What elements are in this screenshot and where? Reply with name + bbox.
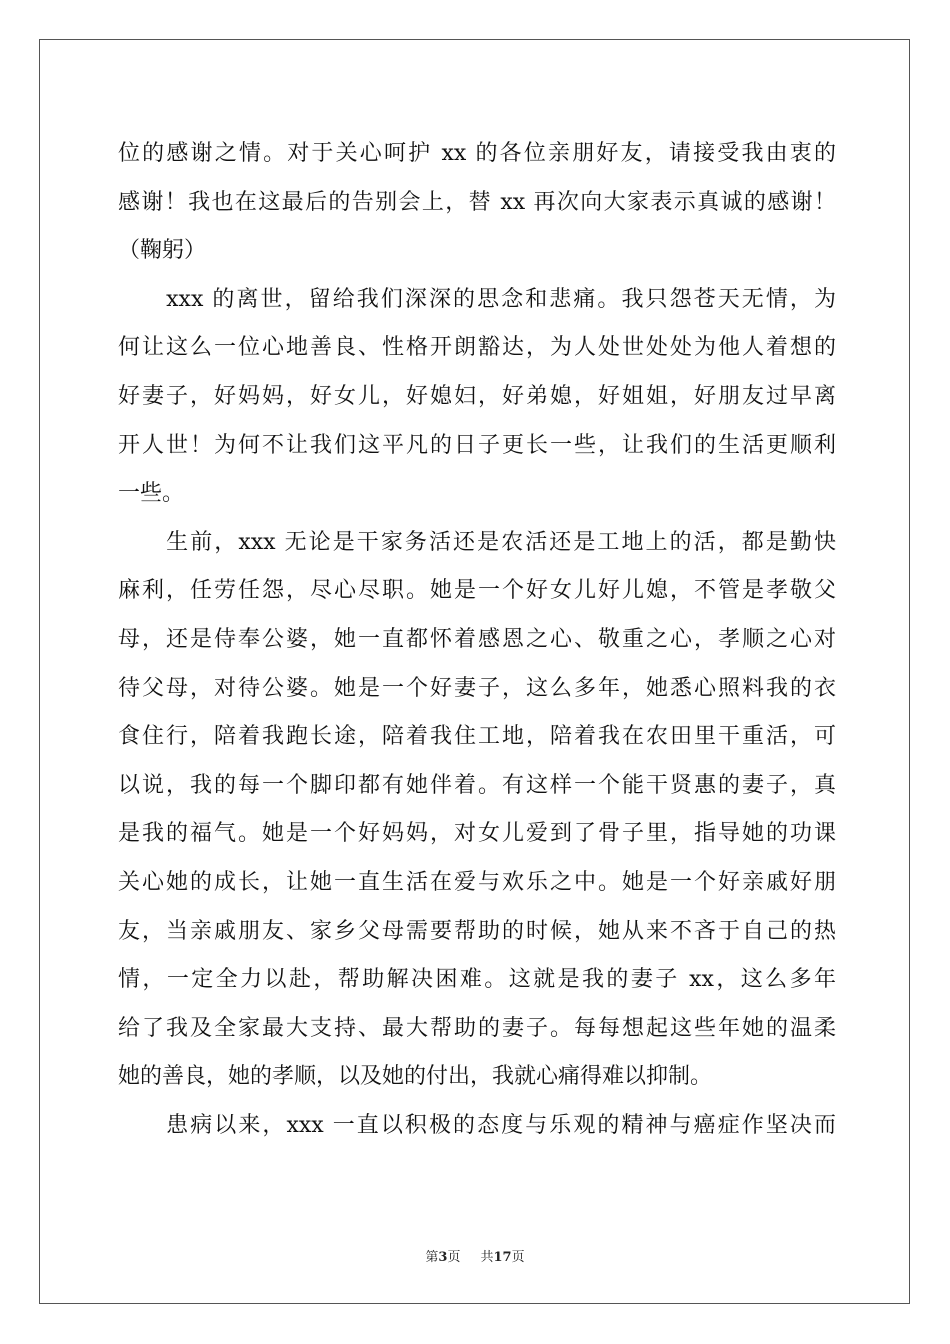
text-line: 待父母，对待公婆。她是一个好妻子，这么多年，她悉心照料我的衣 [118,675,836,701]
text-line: 给了我及全家最大支持、最大帮助的妻子。每每想起这些年她的温柔 [118,1015,836,1041]
text-line: 是我的福气。她是一个好妈妈，对女儿爱到了骨子里，指导她的功课 [118,821,836,847]
text-line: 生前，xxx 无论是干家务活还是农活还是工地上的活，都是勤快 [118,529,836,555]
text-line: 食住行，陪着我跑长途，陪着我住工地，陪着我在农田里干重活，可 [118,724,836,750]
text-line: 好妻子，好妈妈，好女儿，好媳妇，好弟媳，好姐姐，好朋友过早离 [118,383,836,409]
text-line: 她的善良，她的孝顺，以及她的付出，我就心痛得难以抑制。 [118,1064,713,1090]
text-line: 麻利，任劳任怨，尽心尽职。她是一个好女儿好儿媳，不管是孝敬父 [118,578,836,604]
text-line: 开人世！为何不让我们这平凡的日子更长一些，让我们的生活更顺利 [118,432,836,458]
page-prefix: 第 [425,1250,439,1265]
total-prefix: 共 [480,1250,494,1265]
text-line: （鞠躬） [118,238,207,264]
text-line: 友，当亲戚朋友、家乡父母需要帮助的时候，她从来不吝于自己的热 [118,918,836,944]
text-line: 感谢！我也在这最后的告别会上，替 xx 再次向大家表示真诚的感谢！ [118,189,836,215]
text-line: 患病以来，xxx 一直以积极的态度与乐观的精神与癌症作坚决而 [118,1112,836,1138]
page-number: 3 [438,1250,448,1265]
text-line: 一些。 [118,481,185,507]
text-line: 何让这么一位心地善良、性格开朗豁达，为人处世处处为他人着想的 [118,335,836,361]
total-suffix: 页 [511,1250,525,1265]
body-text [118,130,836,1150]
text-line: 情，一定全力以赴，帮助解决困难。这就是我的妻子 xx，这么多年 [118,967,836,993]
text-line: 位的感谢之情。对于关心呵护 xx 的各位亲朋好友，请接受我由衷的 [118,141,836,166]
text-line: 以说，我的每一个脚印都有她伴着。有这样一个能干贤惠的妻子，真 [118,772,836,798]
text-line: 关心她的成长，让她一直生活在爱与欢乐之中。她是一个好亲戚好朋 [118,869,836,895]
text-line: 母，还是侍奉公婆，她一直都怀着感恩之心、敬重之心，孝顺之心对 [118,626,836,652]
total-pages: 17 [493,1250,512,1265]
text-line: xxx 的离世，留给我们深深的思念和悲痛。我只怨苍天无情，为 [118,286,836,312]
page-footer [0,1246,950,1265]
page-suffix: 页 [447,1250,461,1265]
